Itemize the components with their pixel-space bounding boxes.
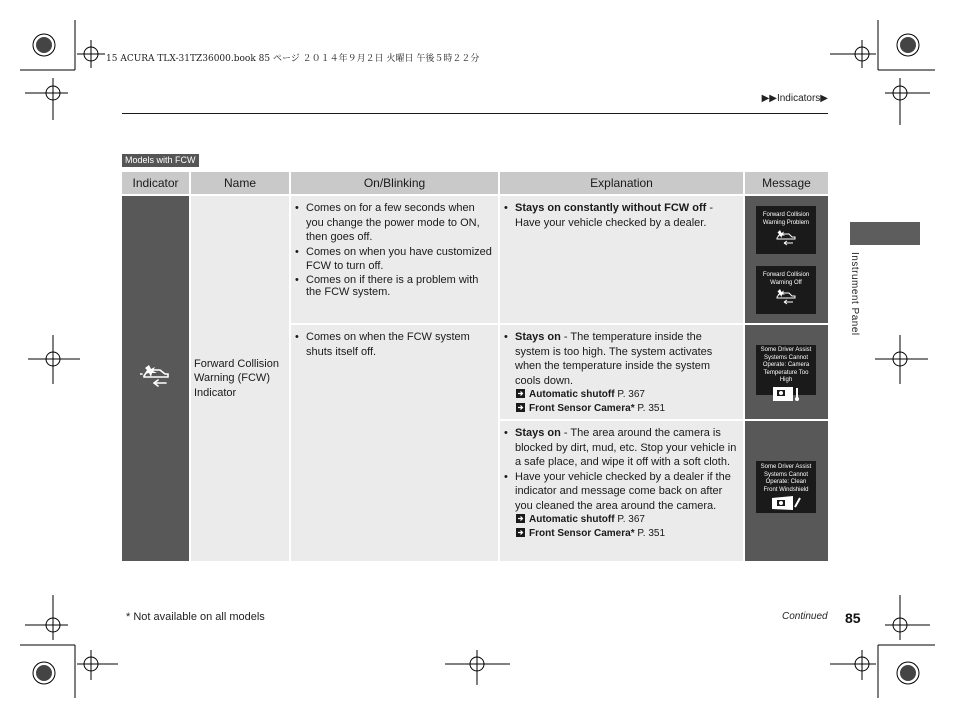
fcw-car-icon <box>773 230 799 246</box>
column-header-explanation: Explanation <box>500 172 743 194</box>
print-header: 15 ACURA TLX-31TZ36000.book 85 ページ ２０１４年９月２日 火曜日 午後５時２２分 <box>106 54 480 64</box>
message-text: Forward Collision Warning Problem <box>762 212 810 226</box>
page-reference-link[interactable]: Front Sensor Camera* P. 351 <box>502 527 737 541</box>
breadcrumb: ▶▶Indicators▶ <box>761 93 828 104</box>
message-cell-1 <box>745 196 828 323</box>
page-reference-link[interactable]: Automatic shutoff P. 367 <box>502 388 737 402</box>
fcw-car-icon <box>773 289 799 305</box>
page-reference-link[interactable]: Front Sensor Camera* P. 351 <box>502 402 737 416</box>
explanation-cell-1 <box>500 196 743 323</box>
header-rule <box>122 113 828 114</box>
on-blinking-cell-1 <box>291 196 498 323</box>
column-header-indicator: Indicator <box>122 172 189 194</box>
fcw-indicator-icon <box>140 364 172 392</box>
indicator-name: Forward Collision Warning (FCW) Indicator <box>194 357 279 399</box>
continued-label: Continued <box>782 611 828 622</box>
message-text: Forward Collision Warning Off <box>762 272 810 286</box>
explanation-item: • Stays on - The area around the camera is blocked by dirt, mud, etc. Stop your vehicle in a safe place, and wipe it off with a soft cloth. <box>502 426 737 470</box>
camera-wipe-icon <box>771 495 801 511</box>
explanation-item: • Stays on constantly without FCW off - Have your vehicle checked by a dealer. <box>502 201 737 230</box>
page-number: 85 <box>845 610 861 626</box>
footnote: * Not available on all models <box>126 611 265 623</box>
on-blinking-item: • Comes on when the FCW system shuts itself off. <box>293 330 492 359</box>
explanation-cell-2 <box>500 325 743 419</box>
explanation-cell-3 <box>500 421 743 561</box>
message-screen <box>756 266 816 314</box>
models-tag: Models with FCW <box>122 154 199 167</box>
column-header-name: Name <box>191 172 289 194</box>
chapter-tab <box>850 222 920 245</box>
page-reference-link[interactable]: Automatic shutoff P. 367 <box>502 513 737 527</box>
on-blinking-item: • Comes on if there is a problem with the FCW system. <box>293 274 492 298</box>
message-text: Some Driver Assist Systems Cannot Operate: Clean Front Windshield <box>760 464 812 493</box>
camera-thermometer-icon <box>771 386 801 402</box>
message-screen <box>756 345 816 395</box>
on-blinking-item: • Comes on when you have customized FCW to turn off. <box>293 245 492 274</box>
message-screen <box>756 206 816 254</box>
message-screen <box>756 461 816 513</box>
indicator-cell <box>122 196 189 561</box>
reference-arrow-icon <box>516 528 525 537</box>
name-cell <box>191 196 289 561</box>
explanation-item: • Stays on - The temperature inside the system is too high. The system activates when the temperature inside the system cools down. <box>502 330 737 388</box>
message-text: Some Driver Assist Systems Cannot Operate: Camera Temperature Too High <box>760 347 812 383</box>
column-header-on-blinking: On/Blinking <box>291 172 498 194</box>
reference-arrow-icon <box>516 514 525 523</box>
chapter-tab-label: Instrument Panel <box>849 252 860 336</box>
reference-arrow-icon <box>516 403 525 412</box>
message-cell-3 <box>745 421 828 561</box>
reference-arrow-icon <box>516 389 525 398</box>
explanation-item: • Have your vehicle checked by a dealer if the indicator and message come back on after you cleaned the area around the camera. <box>502 470 737 514</box>
column-header-message: Message <box>745 172 828 194</box>
on-blinking-cell-2 <box>291 325 498 561</box>
message-cell-2 <box>745 325 828 419</box>
on-blinking-item: • Comes on for a few seconds when you change the power mode to ON, then goes off. <box>293 201 492 245</box>
